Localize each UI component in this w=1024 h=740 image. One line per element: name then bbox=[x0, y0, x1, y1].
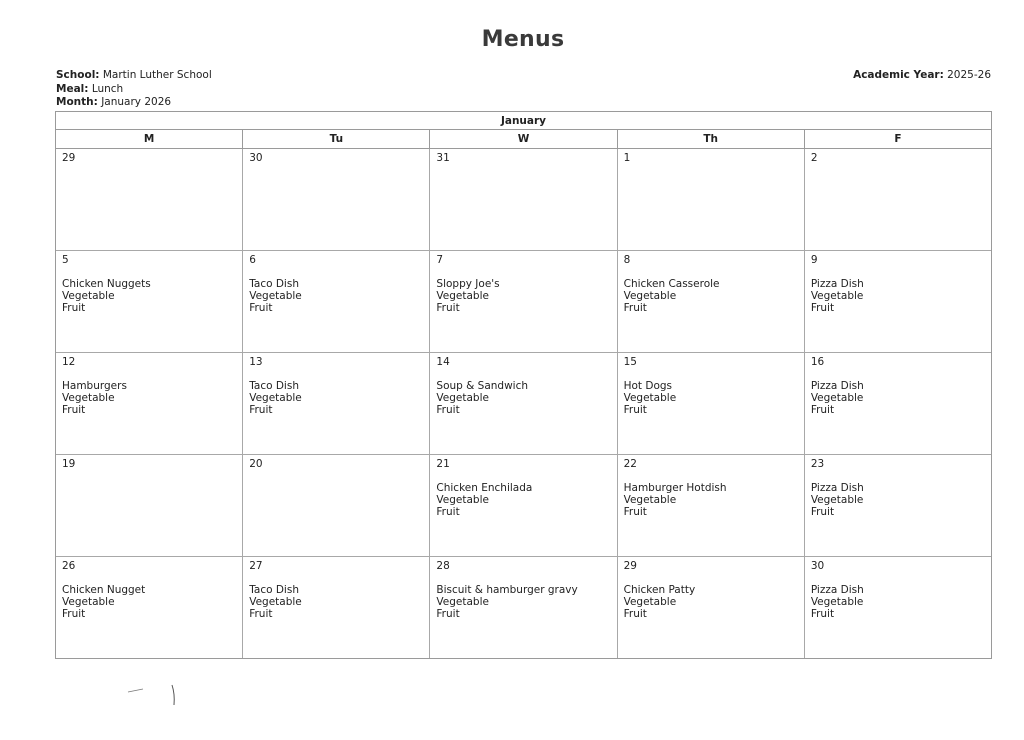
day-number: 29 bbox=[623, 560, 637, 572]
menu-item: Fruit bbox=[436, 403, 460, 416]
day-cell bbox=[805, 149, 991, 250]
day-cell bbox=[243, 455, 430, 556]
day-cell bbox=[618, 455, 805, 556]
day-cell bbox=[243, 251, 430, 352]
menu-item: Fruit bbox=[623, 301, 647, 314]
weekday-header: Tu bbox=[243, 130, 430, 148]
menu-item: Hamburger Hotdish bbox=[623, 482, 727, 494]
calendar-month-header: January bbox=[56, 112, 991, 130]
meal-value: Lunch bbox=[91, 82, 124, 95]
school-label: School: bbox=[56, 69, 100, 81]
day-number: 13 bbox=[249, 356, 263, 368]
day-number: 21 bbox=[436, 458, 450, 470]
menu-item: Fruit bbox=[810, 505, 835, 518]
menu-item: Fruit bbox=[62, 301, 86, 314]
menu-item: Pizza Dish bbox=[810, 278, 864, 290]
menu-item: Vegetable bbox=[62, 595, 115, 608]
menu-item: Chicken Enchilada bbox=[436, 482, 533, 494]
day-number: 14 bbox=[436, 356, 450, 368]
menu-item: Soup & Sandwich bbox=[436, 380, 529, 392]
day-cell bbox=[805, 353, 991, 454]
menu-item: Taco Dish bbox=[249, 278, 299, 290]
menu-item: Vegetable bbox=[623, 595, 677, 608]
menu-item: Vegetable bbox=[249, 595, 302, 608]
day-cell bbox=[56, 353, 243, 454]
menu-item: Vegetable bbox=[623, 493, 677, 506]
menu-item: Vegetable bbox=[249, 289, 302, 302]
calendar-week-row bbox=[56, 455, 991, 557]
menu-item: Vegetable bbox=[623, 391, 677, 404]
day-cell bbox=[618, 149, 805, 250]
calendar-week-row bbox=[56, 251, 991, 353]
menu-item: Biscuit & hamburger gravy bbox=[436, 584, 578, 596]
menu-item: Fruit bbox=[62, 403, 86, 416]
menu-item: Hot Dogs bbox=[623, 380, 673, 392]
day-number: 9 bbox=[810, 254, 818, 266]
menu-item: Pizza Dish bbox=[810, 584, 864, 596]
school-value: Martin Luther School bbox=[102, 69, 212, 81]
day-number: 15 bbox=[623, 356, 637, 368]
day-number: 5 bbox=[62, 254, 69, 266]
menu-item: Pizza Dish bbox=[810, 482, 864, 494]
day-number: 20 bbox=[249, 458, 263, 470]
menu-item: Chicken Nuggets bbox=[62, 278, 151, 290]
menu-item: Fruit bbox=[249, 301, 273, 314]
menu-item: Chicken Patty bbox=[623, 584, 696, 596]
menu-item: Fruit bbox=[810, 301, 835, 314]
day-number: 8 bbox=[623, 254, 631, 266]
day-cell bbox=[243, 149, 430, 250]
day-number: 19 bbox=[62, 458, 76, 470]
day-cell bbox=[56, 557, 243, 658]
menu-item: Fruit bbox=[436, 301, 460, 314]
day-number: 1 bbox=[623, 152, 631, 164]
menu-item: Fruit bbox=[436, 505, 460, 518]
day-cell bbox=[56, 251, 243, 352]
menu-item: Taco Dish bbox=[249, 584, 299, 596]
day-number: 22 bbox=[623, 458, 637, 470]
meal-label: Meal: bbox=[56, 82, 89, 95]
menu-item: Fruit bbox=[249, 607, 273, 620]
day-number: 30 bbox=[810, 560, 825, 572]
menu-item: Sloppy Joe's bbox=[436, 278, 500, 290]
menu-item: Fruit bbox=[623, 505, 647, 518]
calendar-week-row bbox=[56, 149, 991, 251]
day-cell bbox=[618, 557, 805, 658]
weekday-header-row bbox=[56, 130, 991, 149]
menu-item: Fruit bbox=[623, 607, 647, 620]
weekday-header: M bbox=[56, 130, 243, 148]
menu-item: Hamburgers bbox=[62, 380, 127, 392]
menu-item: Vegetable bbox=[810, 595, 864, 608]
menu-item: Fruit bbox=[623, 403, 647, 416]
menu-item: Vegetable bbox=[436, 595, 489, 608]
day-cell bbox=[618, 353, 805, 454]
day-cell bbox=[805, 557, 991, 658]
day-cell bbox=[243, 353, 430, 454]
menu-item: Vegetable bbox=[810, 391, 864, 404]
academic-year bbox=[853, 69, 991, 83]
menu-item: Vegetable bbox=[436, 493, 489, 506]
day-cell bbox=[805, 455, 991, 556]
academic-year-value: 2025-26 bbox=[947, 69, 991, 81]
day-cell bbox=[430, 149, 617, 250]
meal-line bbox=[56, 83, 212, 97]
day-number: 2 bbox=[810, 152, 818, 164]
day-cell bbox=[56, 455, 243, 556]
school-line bbox=[56, 69, 212, 83]
calendar-weeks bbox=[56, 149, 991, 658]
academic-year-label: Academic Year: bbox=[853, 69, 944, 81]
day-number: 26 bbox=[62, 560, 76, 572]
menu-info bbox=[56, 69, 212, 110]
calendar-week-row bbox=[56, 557, 991, 658]
month-line bbox=[56, 96, 212, 110]
day-cell bbox=[430, 455, 617, 556]
menu-item: Vegetable bbox=[436, 289, 489, 302]
day-cell bbox=[243, 557, 430, 658]
menu-item: Vegetable bbox=[810, 289, 864, 302]
menu-item: Vegetable bbox=[436, 391, 489, 404]
day-number: 6 bbox=[249, 254, 256, 266]
day-number: 29 bbox=[62, 152, 76, 164]
menu-item: Fruit bbox=[249, 403, 273, 416]
menu-item: Vegetable bbox=[62, 289, 115, 302]
day-number: 12 bbox=[62, 356, 76, 368]
weekday-header: F bbox=[894, 133, 902, 145]
day-number: 16 bbox=[810, 356, 825, 368]
day-cell bbox=[430, 251, 617, 352]
day-cell bbox=[430, 557, 617, 658]
menu-item: Vegetable bbox=[810, 493, 864, 506]
menu-item: Fruit bbox=[62, 607, 86, 620]
day-cell bbox=[56, 149, 243, 250]
weekday-header: W bbox=[430, 130, 617, 148]
page-title: Menus bbox=[481, 27, 565, 52]
day-number: 30 bbox=[249, 152, 263, 164]
day-number: 27 bbox=[249, 560, 263, 572]
menu-item: Fruit bbox=[436, 607, 460, 620]
menu-item: Chicken Casserole bbox=[623, 278, 720, 290]
day-cell bbox=[618, 251, 805, 352]
day-cell bbox=[430, 353, 617, 454]
day-number: 31 bbox=[436, 152, 450, 164]
day-number: 28 bbox=[436, 560, 450, 572]
day-number: 7 bbox=[436, 254, 444, 266]
menu-item: Vegetable bbox=[249, 391, 302, 404]
menu-calendar bbox=[55, 111, 992, 659]
menu-item: Vegetable bbox=[623, 289, 677, 302]
day-cell bbox=[805, 251, 991, 352]
menu-item: Fruit bbox=[810, 403, 835, 416]
menu-item: Taco Dish bbox=[249, 380, 299, 392]
month-value: January 2026 bbox=[101, 96, 172, 108]
menu-item: Chicken Nugget bbox=[62, 584, 146, 596]
menu-item: Pizza Dish bbox=[810, 380, 864, 392]
pen-mark bbox=[127, 684, 187, 706]
month-label: Month: bbox=[56, 96, 98, 108]
menu-item: Fruit bbox=[810, 607, 835, 620]
weekday-header: Th bbox=[618, 130, 805, 148]
menu-item: Vegetable bbox=[62, 391, 115, 404]
calendar-week-row bbox=[56, 353, 991, 455]
day-number: 23 bbox=[810, 458, 825, 470]
